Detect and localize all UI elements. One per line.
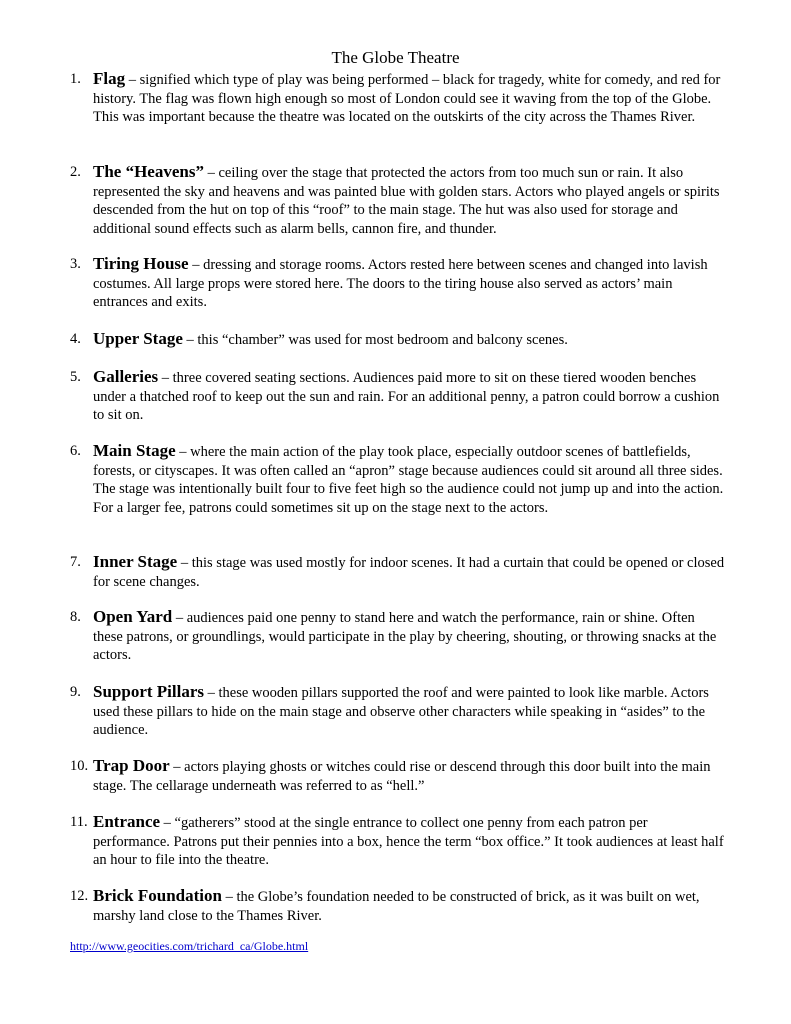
item-body — [93, 330, 728, 350]
item-term: Tiring House — [93, 254, 189, 273]
item-term: Trap Door — [93, 756, 170, 775]
page-title: The Globe Theatre — [331, 48, 460, 67]
item-text: – where the main action of the play took place, especially outdoor scenes of battlefields, forests, or cityscapes. It was often called an “apron” stage because audiences could sit around all three sides. The stage was intentionally built four to five feet high so the audience could not jump up and into the action. For a larger fee, patrons could sometimes sit up on the stage next to the actors. — [93, 444, 724, 516]
item-number: 11. — [70, 814, 88, 830]
item-term: Galleries — [93, 367, 159, 386]
item-term: Flag — [93, 69, 126, 88]
item-body — [93, 608, 728, 665]
item-number: 9. — [70, 684, 81, 700]
item-text: – signified which type of play was being performed – black for tragedy, white for comedy, and red for history. The flag was flown high enough so most of London could see it waving from the top of the Globe. This was important because the theatre was located on the outskirts of the city across the Thames River. — [93, 72, 721, 125]
item-text: – audiences paid one penny to stand here and watch the performance, rain or shine. Often these patrons, or groundlings, would participate in the play by cheering, shouting, or throwing snacks at the actors. — [93, 610, 717, 663]
item-body — [93, 553, 728, 591]
item-term: Open Yard — [93, 607, 173, 626]
item-number: 3. — [70, 256, 81, 272]
item-body — [93, 757, 728, 795]
item-text: – this stage was used mostly for indoor scenes. It had a curtain that could be opened or closed for scene changes. — [93, 555, 725, 590]
item-text: – the Globe’s foundation needed to be constructed of brick, as it was built on wet, marshy land close to the Thames River. — [93, 889, 700, 924]
item-text: – “gatherers” stood at the single entrance to collect one penny from each patron per performance. Patrons put their pennies into a box, hence the term “box office.” It took audiences at least half an hour to file into the theatre. — [93, 815, 724, 868]
item-term: Support Pillars — [93, 682, 204, 701]
item-text: – these wooden pillars supported the roof and were painted to look like marble. Actors used these pillars to hide on the main stage and observe other characters while speaking in “asides” to the audience. — [93, 685, 709, 738]
item-number: 7. — [70, 554, 81, 570]
item-number: 4. — [70, 331, 81, 347]
item-term: Entrance — [93, 812, 161, 831]
item-text: – actors playing ghosts or witches could rise or descend through this door built into the main stage. The cellarage underneath was referred to as “hell.” — [93, 759, 711, 794]
item-text: – this “chamber” was used for most bedroom and balcony scenes. — [182, 332, 568, 348]
item-term: Inner Stage — [93, 552, 178, 571]
item-body — [93, 255, 728, 312]
item-number: 8. — [70, 609, 81, 625]
item-text: – ceiling over the stage that protected the actors from too much sun or rain. It also represented the sky and heavens and was painted blue with golden stars. Actors who played angels or spirits descended from the hut on top of this “roof” to the main stage. The hut was also used for storage and additional sound effects such as alarm bells, cannon fire, and thunder. — [93, 165, 720, 237]
item-number: 12. — [70, 888, 89, 904]
item-body — [93, 70, 728, 127]
item-term: Brick Foundation — [93, 886, 222, 905]
item-number: 2. — [70, 164, 81, 180]
item-body — [93, 683, 728, 740]
item-text: – three covered seating sections. Audiences paid more to sit on these tiered wooden benches under a thatched roof to keep out the sun and rain. For an additional penny, a patron could borrow a cushion to sit on. — [93, 370, 720, 423]
item-term: Main Stage — [93, 441, 176, 460]
item-body — [93, 813, 728, 870]
item-body — [93, 368, 728, 425]
item-term: The “Heavens” — [93, 162, 204, 181]
item-body — [93, 163, 728, 238]
item-body — [93, 442, 728, 517]
item-text: – dressing and storage rooms. Actors rested here between scenes and changed into lavish costumes. All large props were stored here. The doors to the tiring house also served as actors’ main entrances and exits. — [93, 257, 708, 310]
item-body — [93, 887, 728, 925]
item-number: 1. — [70, 71, 81, 87]
item-number: 10. — [70, 758, 89, 774]
item-number: 6. — [70, 443, 81, 459]
item-number: 5. — [70, 369, 81, 385]
item-term: Upper Stage — [93, 329, 183, 348]
source-link[interactable]: http://www.geocities.com/trichard_ca/Globe.html — [70, 939, 309, 953]
